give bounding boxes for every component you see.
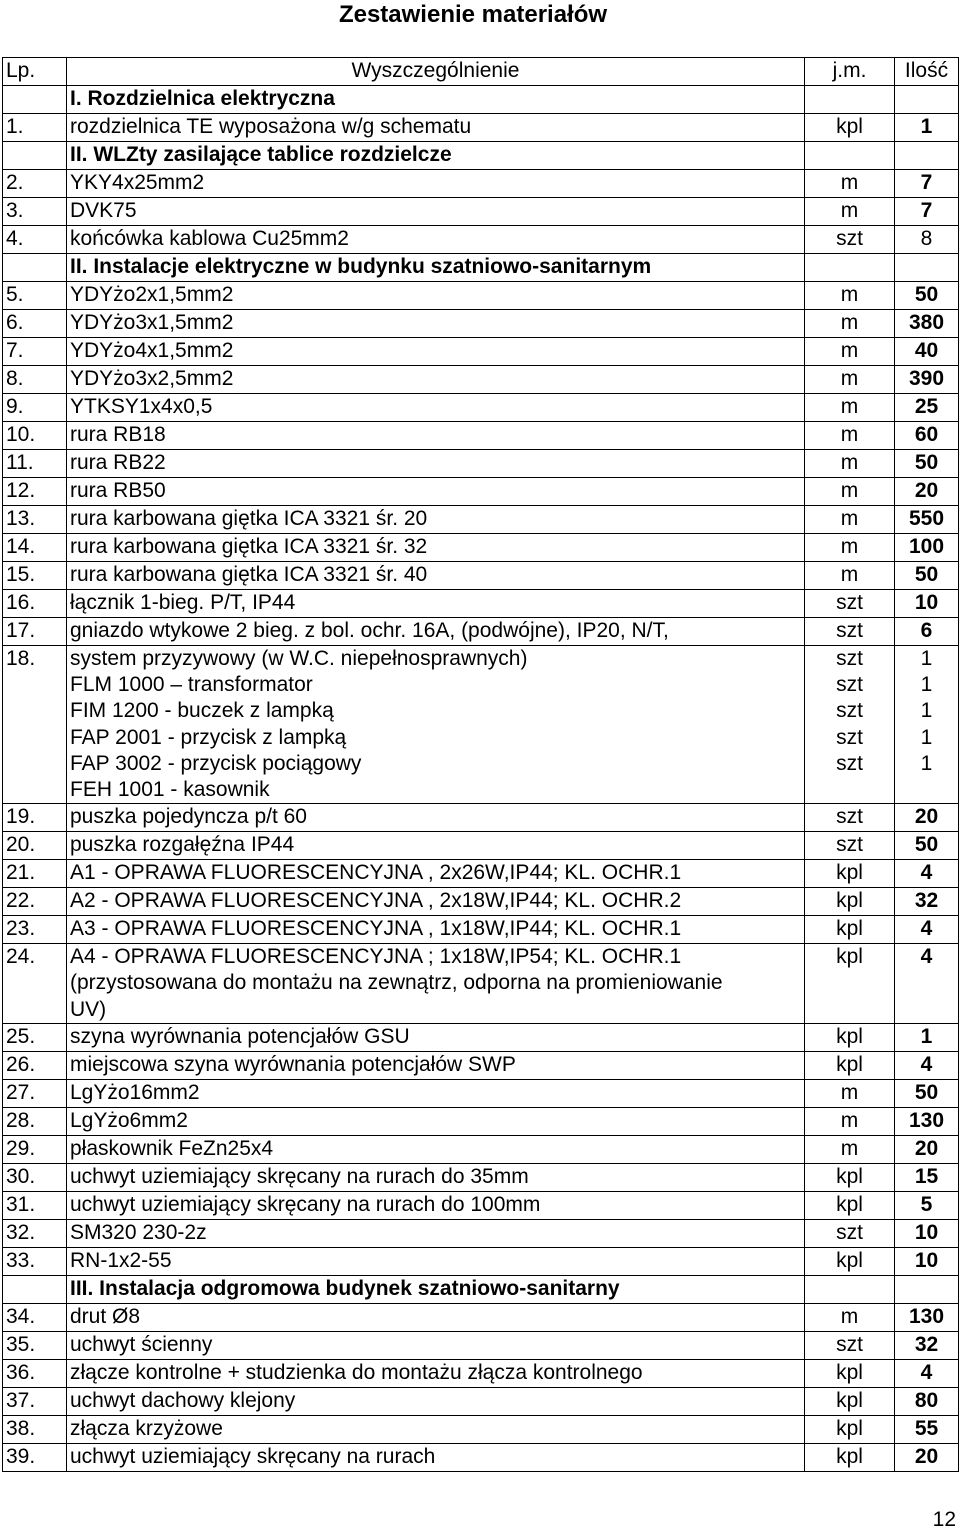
row-description: rura karbowana giętka ICA 3321 śr. 40 bbox=[67, 562, 805, 590]
subitem-quantity: 1 bbox=[920, 647, 933, 670]
row-lp: 5. bbox=[3, 282, 67, 310]
row-description: puszka pojedyncza p/t 60 bbox=[67, 804, 805, 832]
row-unit: kpl bbox=[805, 944, 895, 1024]
row-unit: kpl bbox=[805, 888, 895, 916]
row-description-line: UV) bbox=[70, 997, 107, 1021]
row-lp bbox=[3, 254, 67, 282]
row-unit: kpl bbox=[805, 1247, 895, 1275]
row-lp: 37. bbox=[3, 1387, 67, 1415]
row-lp: 25. bbox=[3, 1023, 67, 1051]
section-row bbox=[3, 1275, 959, 1303]
row-lp: 34. bbox=[3, 1303, 67, 1331]
row-description: uchwyt uziemiający skręcany na rurach do 35mm bbox=[67, 1163, 805, 1191]
row-lp: 18. bbox=[3, 646, 67, 804]
row-unit: m bbox=[805, 562, 895, 590]
row-quantity: 55 bbox=[895, 1415, 959, 1443]
row-unit: kpl bbox=[805, 1415, 895, 1443]
row-description: A2 - OPRAWA FLUORESCENCYJNA , 2x18W,IP44; KL. OCHR.2 bbox=[67, 888, 805, 916]
row-unit bbox=[805, 1275, 895, 1303]
row-quantity: 1 bbox=[895, 114, 959, 142]
row-lp: 32. bbox=[3, 1219, 67, 1247]
row-unit: m bbox=[805, 366, 895, 394]
row-description bbox=[67, 646, 805, 804]
row-lp: 21. bbox=[3, 860, 67, 888]
table-row bbox=[3, 1163, 959, 1191]
row-lp: 38. bbox=[3, 1415, 67, 1443]
table-row bbox=[3, 282, 959, 310]
row-unit: m bbox=[805, 422, 895, 450]
row-lp: 4. bbox=[3, 226, 67, 254]
row-quantity: 7 bbox=[895, 170, 959, 198]
row-unit: kpl bbox=[805, 860, 895, 888]
row-quantity: 4 bbox=[895, 944, 959, 1024]
table-row bbox=[3, 590, 959, 618]
table-row bbox=[3, 646, 959, 804]
row-unit: m bbox=[805, 198, 895, 226]
section-heading: III. Instalacja odgromowa budynek szatniowo-sanitarny bbox=[67, 1275, 805, 1303]
table-row bbox=[3, 860, 959, 888]
row-description: RN-1x2-55 bbox=[67, 1247, 805, 1275]
subitem-unit: szt bbox=[836, 725, 863, 749]
row-description: końcówka kablowa Cu25mm2 bbox=[67, 226, 805, 254]
table-row bbox=[3, 804, 959, 832]
row-description: rura RB50 bbox=[67, 478, 805, 506]
row-description: łącznik 1-bieg. P/T, IP44 bbox=[67, 590, 805, 618]
row-description: YDYżo2x1,5mm2 bbox=[67, 282, 805, 310]
row-unit: m bbox=[805, 1303, 895, 1331]
table-row bbox=[3, 562, 959, 590]
row-description: płaskownik FeZn25x4 bbox=[67, 1135, 805, 1163]
row-quantity: 100 bbox=[895, 534, 959, 562]
row-quantity: 32 bbox=[895, 1331, 959, 1359]
row-quantity: 390 bbox=[895, 366, 959, 394]
row-quantity bbox=[895, 1275, 959, 1303]
row-lp: 6. bbox=[3, 310, 67, 338]
row-quantity bbox=[895, 142, 959, 170]
header-description: Wyszczególnienie bbox=[67, 58, 805, 86]
row-lp: 11. bbox=[3, 450, 67, 478]
row-quantity: 32 bbox=[895, 888, 959, 916]
table-row bbox=[3, 366, 959, 394]
row-unit: kpl bbox=[805, 916, 895, 944]
table-row bbox=[3, 170, 959, 198]
row-description-line: A4 - OPRAWA FLUORESCENCYJNA ; 1x18W,IP54; KL. OCHR.1 bbox=[70, 945, 682, 969]
section-heading: I. Rozdzielnica elektryczna bbox=[67, 86, 805, 114]
subitem-unit: szt bbox=[836, 751, 863, 775]
document-title: Zestawienie materiałów bbox=[338, 1, 608, 28]
row-description: uchwyt uziemiający skręcany na rurach bbox=[67, 1443, 805, 1471]
subitem-quantity: 1 bbox=[920, 725, 933, 749]
row-quantity bbox=[895, 254, 959, 282]
table-row bbox=[3, 888, 959, 916]
subitem-description: FIM 1200 - buczek z lampką bbox=[70, 699, 334, 723]
row-unit: kpl bbox=[805, 1359, 895, 1387]
row-description: A3 - OPRAWA FLUORESCENCYJNA , 1x18W,IP44; KL. OCHR.1 bbox=[67, 916, 805, 944]
table-row bbox=[3, 1051, 959, 1079]
row-lp: 3. bbox=[3, 198, 67, 226]
table-row bbox=[3, 1023, 959, 1051]
row-quantity: 50 bbox=[895, 832, 959, 860]
row-unit: szt bbox=[805, 618, 895, 646]
row-lp bbox=[3, 142, 67, 170]
row-unit: kpl bbox=[805, 1387, 895, 1415]
subitem-unit: szt bbox=[836, 673, 863, 697]
row-description: LgYżo16mm2 bbox=[67, 1079, 805, 1107]
table-row bbox=[3, 916, 959, 944]
row-quantity: 10 bbox=[895, 1219, 959, 1247]
row-quantity: 130 bbox=[895, 1303, 959, 1331]
row-unit: m bbox=[805, 478, 895, 506]
row-lp: 17. bbox=[3, 618, 67, 646]
table-row bbox=[3, 198, 959, 226]
row-lp: 15. bbox=[3, 562, 67, 590]
row-unit: m bbox=[805, 506, 895, 534]
row-description: puszka rozgałęźna IP44 bbox=[67, 832, 805, 860]
row-lp: 2. bbox=[3, 170, 67, 198]
row-lp: 33. bbox=[3, 1247, 67, 1275]
materials-table-body bbox=[3, 58, 959, 1472]
section-heading: II. Instalacje elektryczne w budynku szatniowo-sanitarnym bbox=[67, 254, 805, 282]
row-quantity: 20 bbox=[895, 1135, 959, 1163]
table-row bbox=[3, 1331, 959, 1359]
row-lp: 39. bbox=[3, 1443, 67, 1471]
row-description-line: (przystosowana do montażu na zewnątrz, odporna na promieniowanie bbox=[70, 971, 723, 995]
table-row bbox=[3, 534, 959, 562]
table-row bbox=[3, 1387, 959, 1415]
subitem-quantity: 1 bbox=[920, 751, 933, 775]
row-quantity: 4 bbox=[895, 1359, 959, 1387]
row-lp: 22. bbox=[3, 888, 67, 916]
row-quantity: 50 bbox=[895, 450, 959, 478]
row-description: uchwyt dachowy klejony bbox=[67, 1387, 805, 1415]
section-row bbox=[3, 254, 959, 282]
row-description: rozdzielnica TE wyposażona w/g schematu bbox=[67, 114, 805, 142]
row-description bbox=[67, 944, 805, 1024]
row-quantity: 4 bbox=[895, 860, 959, 888]
row-unit: kpl bbox=[805, 1023, 895, 1051]
row-lp: 12. bbox=[3, 478, 67, 506]
row-quantity: 6 bbox=[895, 618, 959, 646]
row-quantity bbox=[895, 86, 959, 114]
row-quantity: 380 bbox=[895, 310, 959, 338]
header-quantity: Ilość bbox=[895, 58, 959, 86]
row-description: DVK75 bbox=[67, 198, 805, 226]
row-description: YTKSY1x4x0,5 bbox=[67, 394, 805, 422]
row-lp: 1. bbox=[3, 114, 67, 142]
row-quantity bbox=[895, 646, 959, 804]
materials-table bbox=[2, 57, 959, 1472]
subitem-description: FAP 2001 - przycisk z lampką bbox=[70, 725, 347, 749]
row-quantity: 10 bbox=[895, 1247, 959, 1275]
table-row bbox=[3, 1443, 959, 1471]
row-unit bbox=[805, 646, 895, 804]
row-quantity: 5 bbox=[895, 1191, 959, 1219]
table-row bbox=[3, 1219, 959, 1247]
subitem-description: FAP 3002 - przycisk pociągowy bbox=[70, 751, 362, 775]
row-lp: 16. bbox=[3, 590, 67, 618]
row-description: A1 - OPRAWA FLUORESCENCYJNA , 2x26W,IP44; KL. OCHR.1 bbox=[67, 860, 805, 888]
row-description: miejscowa szyna wyrównania potencjałów SWP bbox=[67, 1051, 805, 1079]
table-row bbox=[3, 618, 959, 646]
table-row bbox=[3, 944, 959, 1024]
table-row bbox=[3, 1247, 959, 1275]
row-description: YKY4x25mm2 bbox=[67, 170, 805, 198]
row-quantity: 4 bbox=[895, 1051, 959, 1079]
row-quantity: 20 bbox=[895, 804, 959, 832]
subitem-description: FEH 1001 - kasownik bbox=[70, 778, 270, 802]
row-lp: 10. bbox=[3, 422, 67, 450]
row-quantity: 50 bbox=[895, 282, 959, 310]
table-row bbox=[3, 478, 959, 506]
row-unit: szt bbox=[805, 226, 895, 254]
row-description: gniazdo wtykowe 2 bieg. z bol. ochr. 16A, (podwójne), IP20, N/T, bbox=[67, 618, 805, 646]
row-lp: 13. bbox=[3, 506, 67, 534]
row-unit: kpl bbox=[805, 1443, 895, 1471]
table-row bbox=[3, 310, 959, 338]
row-quantity: 8 bbox=[895, 226, 959, 254]
row-lp bbox=[3, 1275, 67, 1303]
table-row bbox=[3, 226, 959, 254]
row-description: rura karbowana giętka ICA 3321 śr. 32 bbox=[67, 534, 805, 562]
row-unit bbox=[805, 86, 895, 114]
subitem-description: FLM 1000 – transformator bbox=[70, 673, 313, 697]
table-row bbox=[3, 338, 959, 366]
row-unit: m bbox=[805, 338, 895, 366]
table-header-row bbox=[3, 58, 959, 86]
table-row bbox=[3, 394, 959, 422]
row-lp bbox=[3, 86, 67, 114]
table-row bbox=[3, 1107, 959, 1135]
row-description: drut Ø8 bbox=[67, 1303, 805, 1331]
table-row bbox=[3, 114, 959, 142]
row-description: rura RB22 bbox=[67, 450, 805, 478]
row-unit: kpl bbox=[805, 1051, 895, 1079]
table-row bbox=[3, 1303, 959, 1331]
row-description: SM320 230-2z bbox=[67, 1219, 805, 1247]
row-lp: 8. bbox=[3, 366, 67, 394]
row-unit: m bbox=[805, 282, 895, 310]
table-row bbox=[3, 1359, 959, 1387]
row-lp: 20. bbox=[3, 832, 67, 860]
row-unit: kpl bbox=[805, 114, 895, 142]
row-unit: m bbox=[805, 394, 895, 422]
row-description: YDYżo3x1,5mm2 bbox=[67, 310, 805, 338]
header-unit: j.m. bbox=[805, 58, 895, 86]
row-description: YDYżo4x1,5mm2 bbox=[67, 338, 805, 366]
row-lp: 24. bbox=[3, 944, 67, 1024]
subitem-quantity: 1 bbox=[920, 673, 933, 697]
row-quantity: 20 bbox=[895, 478, 959, 506]
row-description: rura karbowana giętka ICA 3321 śr. 20 bbox=[67, 506, 805, 534]
row-lp: 31. bbox=[3, 1191, 67, 1219]
row-quantity: 80 bbox=[895, 1387, 959, 1415]
row-unit: m bbox=[805, 1107, 895, 1135]
row-unit bbox=[805, 142, 895, 170]
section-row bbox=[3, 86, 959, 114]
row-unit: szt bbox=[805, 590, 895, 618]
row-unit bbox=[805, 254, 895, 282]
table-row bbox=[3, 1135, 959, 1163]
row-unit: szt bbox=[805, 1331, 895, 1359]
subitem-quantity: 1 bbox=[920, 699, 933, 723]
row-quantity: 1 bbox=[895, 1023, 959, 1051]
page-number: 12 bbox=[932, 1508, 956, 1531]
row-description: uchwyt ścienny bbox=[67, 1331, 805, 1359]
row-description: złącza krzyżowe bbox=[67, 1415, 805, 1443]
row-quantity: 7 bbox=[895, 198, 959, 226]
row-lp: 30. bbox=[3, 1163, 67, 1191]
row-unit: m bbox=[805, 170, 895, 198]
row-unit: szt bbox=[805, 804, 895, 832]
row-description: YDYżo3x2,5mm2 bbox=[67, 366, 805, 394]
table-row bbox=[3, 1079, 959, 1107]
table-row bbox=[3, 1415, 959, 1443]
row-quantity: 25 bbox=[895, 394, 959, 422]
row-lp: 28. bbox=[3, 1107, 67, 1135]
row-lp: 19. bbox=[3, 804, 67, 832]
table-row bbox=[3, 422, 959, 450]
row-description: LgYżo6mm2 bbox=[67, 1107, 805, 1135]
row-quantity: 130 bbox=[895, 1107, 959, 1135]
row-unit: m bbox=[805, 1079, 895, 1107]
row-description: szyna wyrównania potencjałów GSU bbox=[67, 1023, 805, 1051]
row-quantity: 10 bbox=[895, 590, 959, 618]
header-lp: Lp. bbox=[3, 58, 67, 86]
row-lp: 36. bbox=[3, 1359, 67, 1387]
row-quantity: 20 bbox=[895, 1443, 959, 1471]
table-row bbox=[3, 1191, 959, 1219]
row-unit: szt bbox=[805, 1219, 895, 1247]
row-lp: 7. bbox=[3, 338, 67, 366]
row-unit: kpl bbox=[805, 1163, 895, 1191]
row-lp: 9. bbox=[3, 394, 67, 422]
table-row bbox=[3, 506, 959, 534]
row-description: złącze kontrolne + studzienka do montażu złącza kontrolnego bbox=[67, 1359, 805, 1387]
row-unit: szt bbox=[805, 832, 895, 860]
subitem-unit: szt bbox=[836, 647, 863, 670]
table-row bbox=[3, 832, 959, 860]
row-quantity: 15 bbox=[895, 1163, 959, 1191]
row-quantity: 4 bbox=[895, 916, 959, 944]
section-row bbox=[3, 142, 959, 170]
row-quantity: 550 bbox=[895, 506, 959, 534]
table-row bbox=[3, 450, 959, 478]
row-lp: 29. bbox=[3, 1135, 67, 1163]
row-description-line: system przyzywowy (w W.C. niepełnosprawnych) bbox=[70, 647, 528, 670]
row-quantity: 40 bbox=[895, 338, 959, 366]
row-quantity: 60 bbox=[895, 422, 959, 450]
section-heading: II. WLZty zasilające tablice rozdzielcze bbox=[67, 142, 805, 170]
row-lp: 26. bbox=[3, 1051, 67, 1079]
subitem-unit: szt bbox=[836, 699, 863, 723]
row-description: rura RB18 bbox=[67, 422, 805, 450]
row-lp: 23. bbox=[3, 916, 67, 944]
row-quantity: 50 bbox=[895, 562, 959, 590]
row-unit: m bbox=[805, 534, 895, 562]
row-unit: m bbox=[805, 450, 895, 478]
row-unit: kpl bbox=[805, 1191, 895, 1219]
row-unit: m bbox=[805, 310, 895, 338]
row-lp: 27. bbox=[3, 1079, 67, 1107]
row-quantity: 50 bbox=[895, 1079, 959, 1107]
row-lp: 35. bbox=[3, 1331, 67, 1359]
row-unit: m bbox=[805, 1135, 895, 1163]
row-description: uchwyt uziemiający skręcany na rurach do 100mm bbox=[67, 1191, 805, 1219]
row-lp: 14. bbox=[3, 534, 67, 562]
